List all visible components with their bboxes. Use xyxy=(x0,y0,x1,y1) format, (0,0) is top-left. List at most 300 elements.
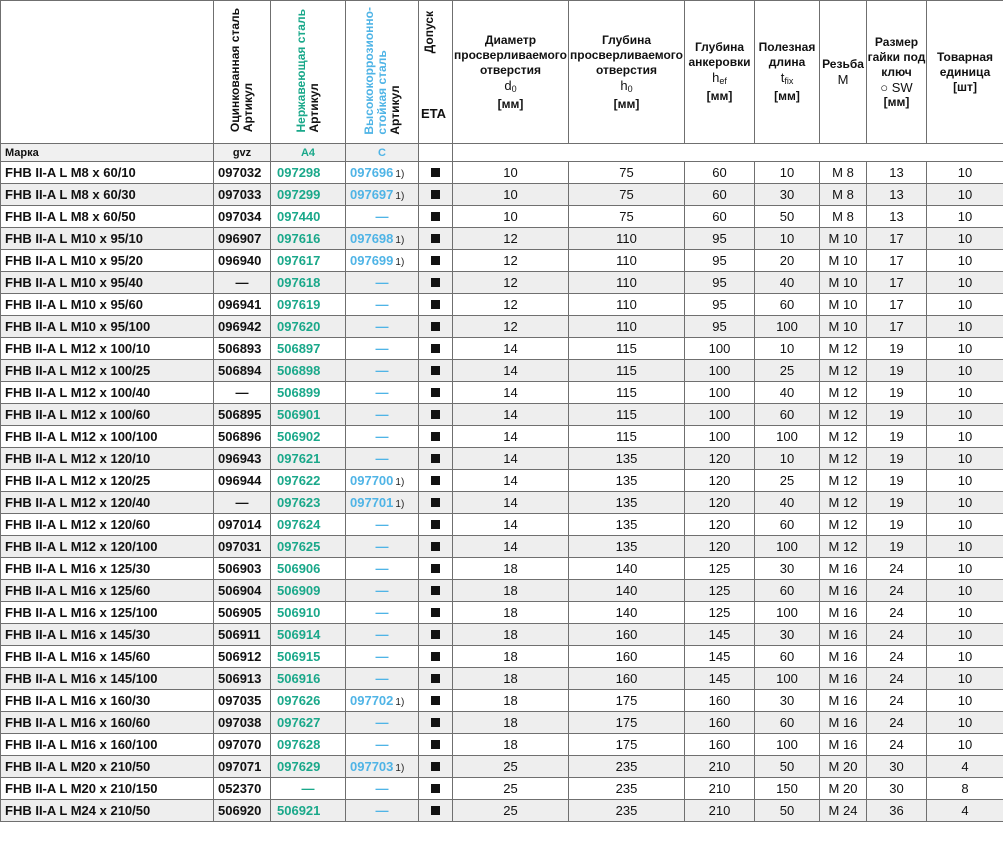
cell-brand: FHB II-A L M12 x 100/40 xyxy=(1,382,214,404)
cell-thread: M 20 xyxy=(820,778,867,800)
table-row xyxy=(1,184,1003,206)
cell-a4: 506906 xyxy=(271,558,346,580)
cell-eta xyxy=(419,734,453,756)
cell-tfix: 40 xyxy=(755,382,820,404)
table-row xyxy=(1,162,1003,184)
cell-brand: FHB II-A L M16 x 125/30 xyxy=(1,558,214,580)
cell-a4: 506902 xyxy=(271,426,346,448)
cell-gvz: 097070 xyxy=(214,734,271,756)
cell-sw: 17 xyxy=(867,316,927,338)
cell-c xyxy=(346,470,419,492)
cell-tfix: 30 xyxy=(755,558,820,580)
cell-thread: M 8 xyxy=(820,206,867,228)
table-row xyxy=(1,360,1003,382)
cell-d0: 14 xyxy=(453,338,569,360)
cell-sw: 17 xyxy=(867,228,927,250)
table-row xyxy=(1,426,1003,448)
cell-gvz: 097033 xyxy=(214,184,271,206)
table-row xyxy=(1,778,1003,800)
cell-d0: 18 xyxy=(453,690,569,712)
cell-c xyxy=(346,580,419,602)
table-body xyxy=(1,162,1003,822)
cell-h0: 175 xyxy=(569,690,685,712)
cell-thread: M 10 xyxy=(820,294,867,316)
cell-d0: 12 xyxy=(453,228,569,250)
cell-tfix: 100 xyxy=(755,668,820,690)
cell-brand: FHB II-A L M10 x 95/20 xyxy=(1,250,214,272)
cell-sw: 19 xyxy=(867,382,927,404)
cell-eta xyxy=(419,690,453,712)
table-row xyxy=(1,404,1003,426)
cell-thread: M 12 xyxy=(820,492,867,514)
cell-c xyxy=(346,184,419,206)
cell-h0: 235 xyxy=(569,778,685,800)
cell-gvz: 096942 xyxy=(214,316,271,338)
cell-c xyxy=(346,756,419,778)
cell-c-value: — xyxy=(375,451,389,466)
cell-eta xyxy=(419,426,453,448)
cell-brand: FHB II-A L M12 x 120/25 xyxy=(1,470,214,492)
cell-eta xyxy=(419,316,453,338)
header-depth: Глубина просверливаемого отверстия $h_0$ [мм] xyxy=(569,1,685,144)
cell-gvz: 096940 xyxy=(214,250,271,272)
cell-c xyxy=(346,338,419,360)
cell-tfix: 25 xyxy=(755,360,820,382)
cell-brand: FHB II-A L M16 x 125/60 xyxy=(1,580,214,602)
cell-a4: 097299 xyxy=(271,184,346,206)
eta-square-icon xyxy=(431,542,440,551)
footnote-mark: 1) xyxy=(395,763,405,774)
eta-square-icon xyxy=(431,410,440,419)
cell-qty: 10 xyxy=(927,624,1003,646)
cell-d0: 14 xyxy=(453,426,569,448)
cell-qty: 10 xyxy=(927,690,1003,712)
table-row xyxy=(1,206,1003,228)
cell-gvz: 096941 xyxy=(214,294,271,316)
cell-hef: 125 xyxy=(685,580,755,602)
cell-thread: M 12 xyxy=(820,382,867,404)
cell-hef: 60 xyxy=(685,162,755,184)
cell-c xyxy=(346,514,419,536)
cell-a4: 097629 xyxy=(271,756,346,778)
table-row xyxy=(1,316,1003,338)
cell-tfix: 10 xyxy=(755,162,820,184)
cell-hef: 100 xyxy=(685,426,755,448)
cell-a4: 097624 xyxy=(271,514,346,536)
cell-qty: 10 xyxy=(927,492,1003,514)
cell-qty: 10 xyxy=(927,316,1003,338)
cell-h0: 175 xyxy=(569,712,685,734)
cell-brand: FHB II-A L M8 x 60/30 xyxy=(1,184,214,206)
cell-eta xyxy=(419,228,453,250)
cell-qty: 10 xyxy=(927,404,1003,426)
cell-h0: 75 xyxy=(569,184,685,206)
cell-gvz: 097031 xyxy=(214,536,271,558)
cell-c-value: 097696 xyxy=(350,165,394,180)
cell-sw: 17 xyxy=(867,272,927,294)
cell-gvz: 506912 xyxy=(214,646,271,668)
cell-c-value: — xyxy=(375,363,389,378)
cell-c xyxy=(346,206,419,228)
eta-square-icon xyxy=(431,498,440,507)
cell-h0: 75 xyxy=(569,206,685,228)
cell-eta xyxy=(419,470,453,492)
cell-tfix: 60 xyxy=(755,404,820,426)
cell-a4: 506915 xyxy=(271,646,346,668)
cell-h0: 110 xyxy=(569,250,685,272)
table-row xyxy=(1,536,1003,558)
cell-c xyxy=(346,492,419,514)
cell-brand: FHB II-A L M16 x 160/30 xyxy=(1,690,214,712)
cell-hef: 95 xyxy=(685,316,755,338)
cell-qty: 10 xyxy=(927,712,1003,734)
header-blank xyxy=(1,1,214,144)
cell-d0: 12 xyxy=(453,272,569,294)
cell-c xyxy=(346,162,419,184)
cell-hef: 125 xyxy=(685,602,755,624)
cell-h0: 140 xyxy=(569,558,685,580)
cell-c-value: — xyxy=(375,781,389,796)
subheader-c: C xyxy=(346,144,419,162)
cell-sw: 24 xyxy=(867,602,927,624)
cell-qty: 10 xyxy=(927,646,1003,668)
cell-h0: 115 xyxy=(569,382,685,404)
subheader-a4: A4 xyxy=(271,144,346,162)
cell-hef: 60 xyxy=(685,184,755,206)
cell-c-value: 097697 xyxy=(350,187,394,202)
cell-sw: 24 xyxy=(867,668,927,690)
cell-qty: 10 xyxy=(927,734,1003,756)
cell-brand: FHB II-A L M8 x 60/50 xyxy=(1,206,214,228)
cell-gvz: 506896 xyxy=(214,426,271,448)
cell-qty: 10 xyxy=(927,426,1003,448)
cell-h0: 135 xyxy=(569,470,685,492)
eta-square-icon xyxy=(431,234,440,243)
eta-square-icon xyxy=(431,696,440,705)
table-row xyxy=(1,646,1003,668)
cell-gvz: — xyxy=(214,492,271,514)
cell-thread: M 12 xyxy=(820,470,867,492)
cell-h0: 160 xyxy=(569,668,685,690)
cell-c-value: 097700 xyxy=(350,473,394,488)
cell-sw: 19 xyxy=(867,470,927,492)
eta-square-icon xyxy=(431,168,440,177)
cell-a4: 506898 xyxy=(271,360,346,382)
cell-tfix: 60 xyxy=(755,712,820,734)
cell-c-value: — xyxy=(375,627,389,642)
cell-c xyxy=(346,294,419,316)
cell-h0: 110 xyxy=(569,228,685,250)
cell-h0: 135 xyxy=(569,514,685,536)
cell-thread: M 20 xyxy=(820,756,867,778)
cell-brand: FHB II-A L M12 x 100/100 xyxy=(1,426,214,448)
table-row xyxy=(1,756,1003,778)
cell-tfix: 100 xyxy=(755,426,820,448)
cell-qty: 10 xyxy=(927,360,1003,382)
eta-square-icon xyxy=(431,740,440,749)
cell-c-value: — xyxy=(375,561,389,576)
cell-thread: M 12 xyxy=(820,426,867,448)
cell-gvz: 506905 xyxy=(214,602,271,624)
header-useful-length: Полезная длина $t_{fix}$ [мм] xyxy=(755,1,820,144)
cell-tfix: 100 xyxy=(755,734,820,756)
cell-a4: 506914 xyxy=(271,624,346,646)
cell-a4: 097619 xyxy=(271,294,346,316)
cell-a4: 097628 xyxy=(271,734,346,756)
cell-d0: 14 xyxy=(453,536,569,558)
cell-eta xyxy=(419,580,453,602)
cell-a4: 097440 xyxy=(271,206,346,228)
eta-square-icon xyxy=(431,652,440,661)
cell-brand: FHB II-A L M12 x 120/40 xyxy=(1,492,214,514)
cell-c-value: — xyxy=(375,341,389,356)
cell-gvz: 096907 xyxy=(214,228,271,250)
eta-label: ETA xyxy=(421,106,447,121)
cell-hef: 145 xyxy=(685,668,755,690)
cell-h0: 135 xyxy=(569,448,685,470)
cell-qty: 10 xyxy=(927,536,1003,558)
cell-eta xyxy=(419,624,453,646)
cell-tfix: 60 xyxy=(755,294,820,316)
cell-thread: M 16 xyxy=(820,734,867,756)
cell-d0: 18 xyxy=(453,646,569,668)
cell-c xyxy=(346,734,419,756)
cell-d0: 14 xyxy=(453,382,569,404)
eta-square-icon xyxy=(431,454,440,463)
table-row xyxy=(1,690,1003,712)
cell-thread: M 8 xyxy=(820,162,867,184)
table-row xyxy=(1,250,1003,272)
cell-sw: 24 xyxy=(867,712,927,734)
table-row xyxy=(1,470,1003,492)
eta-square-icon xyxy=(431,564,440,573)
cell-hef: 95 xyxy=(685,294,755,316)
header-thread: Резьба M xyxy=(820,1,867,144)
cell-sw: 24 xyxy=(867,690,927,712)
cell-hef: 120 xyxy=(685,492,755,514)
cell-qty: 10 xyxy=(927,558,1003,580)
eta-square-icon xyxy=(431,608,440,617)
cell-brand: FHB II-A L M12 x 100/60 xyxy=(1,404,214,426)
cell-c xyxy=(346,800,419,822)
cell-gvz: 097035 xyxy=(214,690,271,712)
cell-eta xyxy=(419,250,453,272)
footnote-mark: 1) xyxy=(395,477,405,488)
cell-sw: 13 xyxy=(867,206,927,228)
cell-sw: 30 xyxy=(867,756,927,778)
cell-thread: M 12 xyxy=(820,536,867,558)
cell-gvz: — xyxy=(214,382,271,404)
cell-brand: FHB II-A L M10 x 95/10 xyxy=(1,228,214,250)
cell-gvz: 506911 xyxy=(214,624,271,646)
cell-gvz: 097038 xyxy=(214,712,271,734)
cell-eta xyxy=(419,184,453,206)
cell-c-value: 097701 xyxy=(350,495,394,510)
cell-eta xyxy=(419,756,453,778)
header-tolerance: Допуск ETA xyxy=(419,1,453,144)
cell-c-value: — xyxy=(375,209,389,224)
cell-tfix: 40 xyxy=(755,272,820,294)
cell-hef: 100 xyxy=(685,360,755,382)
cell-c-value: — xyxy=(375,297,389,312)
cell-brand: FHB II-A L M10 x 95/100 xyxy=(1,316,214,338)
eta-square-icon xyxy=(431,784,440,793)
cell-a4: 506899 xyxy=(271,382,346,404)
table-row xyxy=(1,734,1003,756)
cell-tfix: 60 xyxy=(755,646,820,668)
cell-thread: M 12 xyxy=(820,360,867,382)
footnote-mark: 1) xyxy=(395,169,405,180)
cell-sw: 13 xyxy=(867,162,927,184)
cell-tfix: 50 xyxy=(755,800,820,822)
table-row xyxy=(1,492,1003,514)
cell-h0: 135 xyxy=(569,492,685,514)
cell-sw: 17 xyxy=(867,294,927,316)
cell-d0: 18 xyxy=(453,712,569,734)
cell-thread: M 12 xyxy=(820,404,867,426)
cell-gvz: 097034 xyxy=(214,206,271,228)
cell-tfix: 150 xyxy=(755,778,820,800)
cell-hef: 160 xyxy=(685,712,755,734)
cell-hef: 100 xyxy=(685,382,755,404)
eta-square-icon xyxy=(431,432,440,441)
cell-a4: 506910 xyxy=(271,602,346,624)
cell-d0: 25 xyxy=(453,800,569,822)
cell-sw: 19 xyxy=(867,492,927,514)
table-row xyxy=(1,668,1003,690)
cell-hef: 210 xyxy=(685,800,755,822)
cell-d0: 10 xyxy=(453,206,569,228)
cell-eta xyxy=(419,712,453,734)
cell-hef: 145 xyxy=(685,624,755,646)
cell-d0: 14 xyxy=(453,492,569,514)
cell-hef: 100 xyxy=(685,338,755,360)
cell-c xyxy=(346,404,419,426)
cell-h0: 235 xyxy=(569,756,685,778)
cell-qty: 10 xyxy=(927,668,1003,690)
cell-c xyxy=(346,536,419,558)
cell-eta xyxy=(419,778,453,800)
cell-tfix: 30 xyxy=(755,184,820,206)
eta-square-icon xyxy=(431,806,440,815)
cell-thread: M 10 xyxy=(820,316,867,338)
cell-hef: 210 xyxy=(685,756,755,778)
cell-d0: 12 xyxy=(453,250,569,272)
cell-a4: 506909 xyxy=(271,580,346,602)
cell-brand: FHB II-A L M10 x 95/40 xyxy=(1,272,214,294)
cell-c-value: — xyxy=(375,539,389,554)
cell-qty: 10 xyxy=(927,206,1003,228)
cell-sw: 24 xyxy=(867,580,927,602)
cell-tfix: 100 xyxy=(755,316,820,338)
cell-tfix: 50 xyxy=(755,206,820,228)
table-row xyxy=(1,294,1003,316)
cell-c-value: — xyxy=(375,737,389,752)
cell-hef: 95 xyxy=(685,272,755,294)
cell-tfix: 100 xyxy=(755,536,820,558)
cell-c xyxy=(346,646,419,668)
cell-h0: 115 xyxy=(569,404,685,426)
cell-eta xyxy=(419,338,453,360)
footnote-mark: 1) xyxy=(395,191,405,202)
eta-square-icon xyxy=(431,344,440,353)
cell-tfix: 30 xyxy=(755,624,820,646)
cell-c-value: — xyxy=(375,583,389,598)
cell-c-value: 097698 xyxy=(350,231,394,246)
header-wrench-size: Размер гайки под ключ ○ SW [мм] xyxy=(867,1,927,144)
cell-sw: 24 xyxy=(867,558,927,580)
cell-brand: FHB II-A L M16 x 160/60 xyxy=(1,712,214,734)
cell-tfix: 20 xyxy=(755,250,820,272)
cell-thread: M 10 xyxy=(820,250,867,272)
cell-c xyxy=(346,228,419,250)
cell-thread: M 16 xyxy=(820,602,867,624)
eta-square-icon xyxy=(431,278,440,287)
eta-square-icon xyxy=(431,630,440,639)
cell-d0: 10 xyxy=(453,184,569,206)
cell-brand: FHB II-A L M16 x 145/60 xyxy=(1,646,214,668)
cell-eta xyxy=(419,536,453,558)
cell-d0: 18 xyxy=(453,602,569,624)
table-row xyxy=(1,448,1003,470)
cell-brand: FHB II-A L M12 x 120/100 xyxy=(1,536,214,558)
cell-qty: 8 xyxy=(927,778,1003,800)
header-anchor-depth: Глубина анкеровки $h_{ef}$ [мм] xyxy=(685,1,755,144)
cell-a4: 097622 xyxy=(271,470,346,492)
eta-square-icon xyxy=(431,190,440,199)
cell-a4: 097621 xyxy=(271,448,346,470)
table-row xyxy=(1,272,1003,294)
cell-a4: 506901 xyxy=(271,404,346,426)
cell-d0: 18 xyxy=(453,668,569,690)
cell-eta xyxy=(419,514,453,536)
cell-d0: 12 xyxy=(453,316,569,338)
footnote-mark: 1) xyxy=(395,235,405,246)
cell-sw: 36 xyxy=(867,800,927,822)
cell-hef: 120 xyxy=(685,470,755,492)
cell-brand: FHB II-A L M16 x 145/100 xyxy=(1,668,214,690)
cell-thread: M 10 xyxy=(820,272,867,294)
cell-sw: 17 xyxy=(867,250,927,272)
cell-a4: 097623 xyxy=(271,492,346,514)
cell-c xyxy=(346,382,419,404)
cell-a4: 506897 xyxy=(271,338,346,360)
cell-tfix: 25 xyxy=(755,470,820,492)
cell-thread: M 16 xyxy=(820,712,867,734)
cell-brand: FHB II-A L M12 x 100/10 xyxy=(1,338,214,360)
cell-gvz: 506903 xyxy=(214,558,271,580)
cell-sw: 30 xyxy=(867,778,927,800)
cell-a4: 097620 xyxy=(271,316,346,338)
cell-c xyxy=(346,448,419,470)
cell-qty: 10 xyxy=(927,338,1003,360)
table-row xyxy=(1,624,1003,646)
cell-sw: 19 xyxy=(867,448,927,470)
eta-square-icon xyxy=(431,476,440,485)
cell-c-value: — xyxy=(375,319,389,334)
cell-h0: 235 xyxy=(569,800,685,822)
cell-gvz: 506895 xyxy=(214,404,271,426)
cell-brand: FHB II-A L M20 x 210/50 xyxy=(1,756,214,778)
cell-a4: 097298 xyxy=(271,162,346,184)
cell-hef: 95 xyxy=(685,250,755,272)
cell-c xyxy=(346,360,419,382)
cell-gvz: 506893 xyxy=(214,338,271,360)
cell-thread: M 24 xyxy=(820,800,867,822)
eta-square-icon xyxy=(431,212,440,221)
cell-a4: — xyxy=(271,778,346,800)
cell-h0: 115 xyxy=(569,426,685,448)
